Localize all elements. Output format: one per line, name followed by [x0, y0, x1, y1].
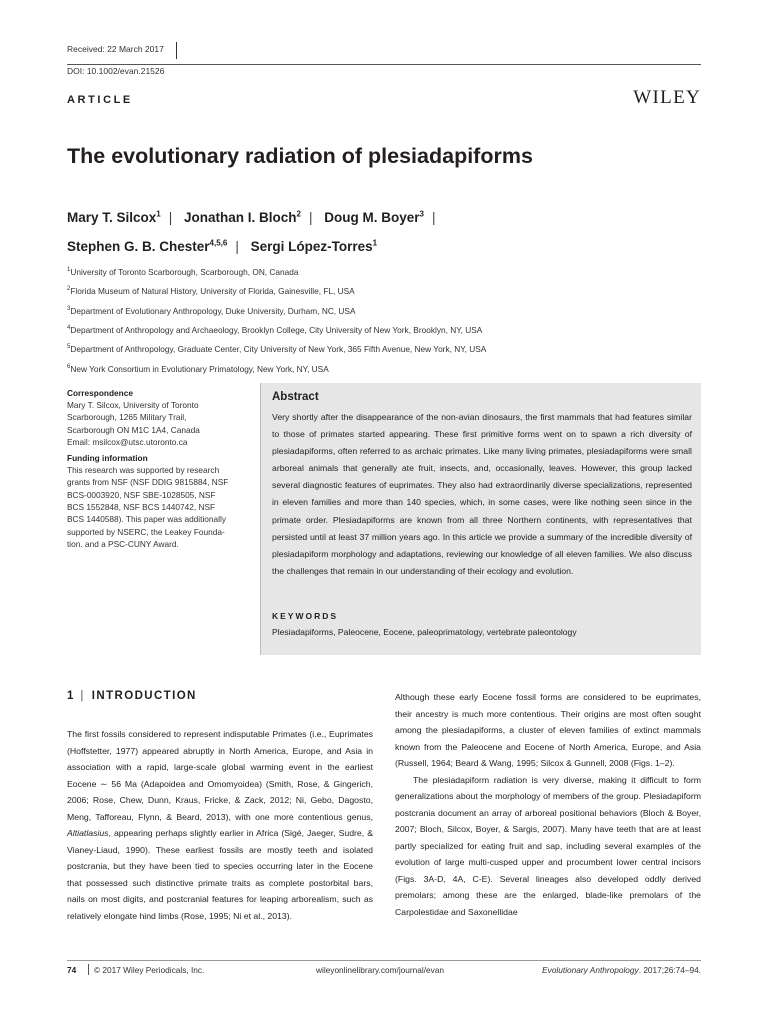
footer-rule: [67, 960, 701, 961]
author[interactable]: Sergi López-Torres$^1$: [250, 238, 378, 254]
footer-divider: [88, 964, 89, 975]
funding-line: supported by NSERC, the Leakey Founda-: [67, 526, 225, 537]
funding-line: BCS 1552848, NSF BCS 1440742, NSF: [67, 502, 216, 513]
affiliation: $^2$Florida Museum of Natural History, University of Florida, Gainesville, FL, USA: [67, 286, 355, 297]
page-number: 74: [67, 965, 77, 975]
affiliation: $^1$University of Toronto Scarborough, Scarborough, ON, Canada: [67, 266, 299, 277]
header-divider: [176, 42, 177, 59]
funding-line: BCS 1440588). This paper was additionally: [67, 514, 226, 525]
author-separator: |: [235, 239, 239, 254]
journal-url[interactable]: wileyonlinelibrary.com/journal/evan: [316, 965, 445, 975]
publisher-logo: WILEY: [633, 87, 701, 108]
received-text: Received: 22 March 2017: [67, 44, 164, 54]
author[interactable]: Stephen G. B. Chester$^{4,5,6}$: [67, 238, 228, 254]
funding-line: BCS-0003920, NSF SBE-1028505, NSF: [67, 489, 216, 500]
correspondence-email[interactable]: Email: msilcox@utsc.utoronto.ca: [67, 436, 188, 447]
correspondence-line: Scarborough ON M1C 1A4, Canada: [67, 424, 200, 435]
affiliation: $^5$Department of Anthropology, Graduate Center, City University of New York, 365 Fifth Avenue, New York, NY, USA: [67, 344, 487, 355]
author[interactable]: Jonathan I. Bloch$^2$: [184, 209, 301, 225]
copyright-notice: © 2017 Wiley Periodicals, Inc.: [94, 965, 205, 975]
body-paragraph: The plesiadapiform radiation is very diverse, making it difficult to form generalizations about the morphology of members of the group. Plesiadapiform postcrania document an array of arboreal positional behaviors (Bloch & Boyer, 2007; Bloch, Silcox, Boyer, & Sargis, 2007). Many have teeth that are at least partly specialized for eating fruit and sap, including several examples of the evolution of large multi-cusped upper and procumbent lower central incisors (Figs. 3A-D, 4A, C-E). Several lineages also developed oddly derived premolars; among these are the enlarged, blade-like premolars of the Carpolestidae and Saxonellidae: [395, 774, 701, 917]
abstract-text: Very shortly after the disappearance of the non-avian dinosaurs, the first mammals that had features similar to those of primates started appearing. These first primitive forms went on to spawn a rich diversity of plesiadapiforms, often referred to as archaic primates. Like many living primates, plesiadapiforms were small arboreal animals that generally ate fruit, insects, and, occasionally, leaves. However, this group lacked several diagnostic features of euprimates. They also had extraordinarily diverse specializations, represented in eleven families and more than 140 species, which, in some cases, were like nothing seen since in the primate order. Plesiadapiforms are known from all three Northern continents, with representatives that persisted until at least 37 million years ago. In this article we provide a summary of the incredible diversity of plesiadapiform morphology and adaptations, reviewing our knowledge of all eleven families. We also discuss the challenges that remain in our understanding of their ecology and evolution.: [272, 412, 692, 576]
section-title: INTRODUCTION: [91, 690, 197, 702]
author-separator: |: [432, 209, 436, 225]
affiliation: $^3$Department of Evolutionary Anthropology, Duke University, Durham, NC, USA: [67, 305, 356, 316]
body-paragraph: Although these early Eocene fossil forms are considered to be euprimates, their ancestry is much more contentious. Their origins are most often sought among the plesiadapiforms, a cluster of eleven families of extinct mammals known from the Paleocene and Eocene of North America, Europe, and Asia (Russell, 1964; Beard & Wang, 1995; Silcox & Gunnell, 2008 (Figs. 1–2).: [395, 692, 701, 768]
body-column-right: [395, 689, 701, 920]
paper-title: The evolutionary radiation of plesiadapiforms: [67, 144, 533, 168]
affiliation: $^6$New York Consortium in Evolutionary Primatology, New York, NY, USA: [67, 363, 329, 374]
article-type-label: ARTICLE: [67, 94, 133, 106]
affiliation: $^4$Department of Anthropology and Archaeology, Brooklyn College, City University of New York, Brooklyn, NY, USA: [67, 324, 483, 335]
body-paragraph: The first fossils considered to represent indisputable Primates (i.e., Euprimates (Hoffstetter, 1977) appeared abruptly in North America, Europe, and Asia in association with a rapid, large-scale global warming event in the earliest Eocene ∼ 56 Ma (Adapoidea and Omomyoidea) (Smith, Rose, & Gingerich, 2006; Rose, Chew, Dunn, Kraus, Fricke, & Zack, 2012; Ni, Gebo, Dagosto, Meng, Tafforeau, Flynn, & Beard, 2013), with one more contentious genus, Altiatlasius, appearing perhaps slightly earlier in Africa (Sigé, Jaeger, Sudre, & Vianey-Liaud, 1990). These earliest fossils are mostly teeth and isolated postcrania, but they have been tied to species occurring later in the Eocene that possessed such distinctive primate traits as complete postorbital bars, nails on most digits, and postcranial features for leaping arborealism, such as relatively elongate hind limbs (Rose, 1995; Ni et al., 2013).: [67, 729, 373, 921]
correspondence-heading: Correspondence: [67, 388, 133, 398]
sidebar-info: [67, 387, 245, 550]
section-number: 1: [67, 690, 74, 702]
journal-citation: Evolutionary Anthropology. 2017;26:74–94.: [542, 965, 701, 975]
correspondence-line: Mary T. Silcox, University of Toronto: [67, 400, 199, 410]
funding-line: This research was supported by research: [67, 465, 220, 476]
doi-link[interactable]: DOI: 10.1002/evan.21526: [67, 66, 165, 76]
abstract-heading: Abstract: [272, 391, 319, 403]
author-separator: |: [309, 209, 313, 225]
author[interactable]: Mary T. Silcox$^1$: [67, 209, 161, 225]
author-list: [67, 201, 707, 260]
keywords-list: Plesiadapiforms, Paleocene, Eocene, paleoprimatology, vertebrate paleontology: [272, 627, 577, 637]
funding-line: grants from NSF (NSF DDIG 9815884, NSF: [67, 477, 229, 488]
section-divider: |: [80, 690, 85, 702]
keywords-heading: KEYWORDS: [272, 611, 339, 621]
correspondence-line: Scarborough, 1265 Military Trail,: [67, 412, 187, 423]
abstract-rule: [260, 383, 261, 655]
section-heading: [67, 690, 197, 702]
funding-line: tion. and a PSC-CUNY Award.: [67, 538, 179, 549]
author-separator: |: [168, 209, 173, 225]
author[interactable]: Doug M. Boyer$^3$: [324, 209, 424, 225]
funding-heading: Funding information: [67, 453, 148, 464]
body-column-left: [67, 726, 373, 924]
affiliations: [67, 262, 707, 378]
received-date: [67, 43, 164, 56]
